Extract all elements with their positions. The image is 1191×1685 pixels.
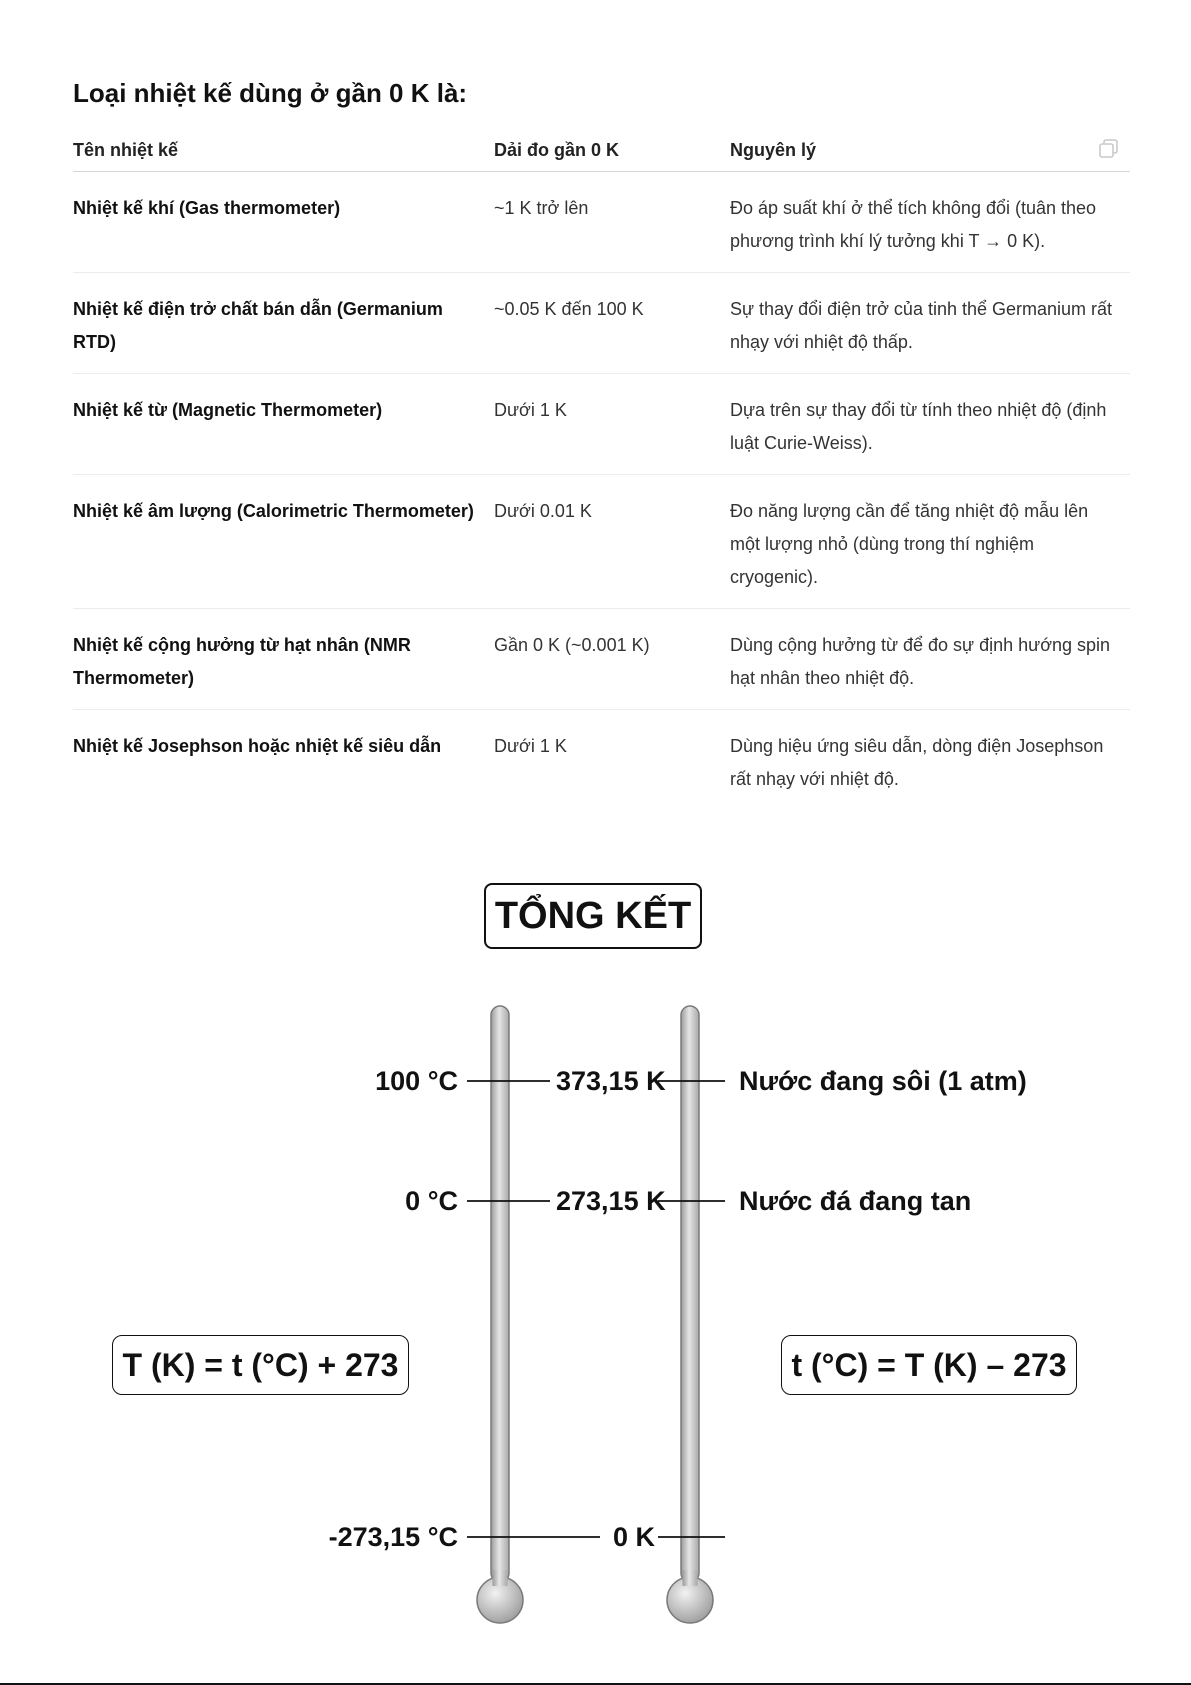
cell-range: Gần 0 K (~0.001 K) <box>494 609 730 710</box>
cell-principle: Đo năng lượng cần để tăng nhiệt độ mẫu lên một lượng nhỏ (dùng trong thí nghiệm cryogenic). <box>730 475 1130 609</box>
celsius-boiling-label: 100 °C <box>375 1066 458 1096</box>
formula-kelvin: T (K) = t (°C) + 273 <box>112 1335 409 1395</box>
cell-name: Nhiệt kế âm lượng (Calorimetric Thermometer) <box>73 475 494 609</box>
cell-range: Dưới 1 K <box>494 736 567 756</box>
boiling-note: Nước đang sôi (1 atm) <box>739 1066 1027 1096</box>
cell-name: Nhiệt kế khí (Gas thermometer) <box>73 172 494 273</box>
cell-range: Dưới 1 K <box>494 374 730 475</box>
cell-principle: Đo áp suất khí ở thể tích không đổi (tuân theo phương trình khí lý tưởng khi T → 0 K). <box>730 172 1130 273</box>
cell-principle: Sự thay đổi điện trở của tinh thể Germanium rất nhạy với nhiệt độ thấp. <box>730 273 1130 374</box>
header-name: Tên nhiệt kế <box>73 132 494 172</box>
celsius-zero-label: -273,15 °C <box>328 1522 458 1552</box>
cell-name: Nhiệt kế Josephson hoặc nhiệt kế siêu dẫn <box>73 736 442 756</box>
summary-title: TỔNG KẾT <box>484 883 702 949</box>
page-heading: Loại nhiệt kế dùng ở gần 0 K là: <box>73 78 468 108</box>
melting-note: Nước đá đang tan <box>739 1186 972 1216</box>
header-range: Dải đo gần 0 K <box>494 132 730 172</box>
formula-celsius: t (°C) = T (K) – 273 <box>781 1335 1077 1395</box>
celsius-thermometer <box>477 1006 523 1623</box>
cell-name: Nhiệt kế từ (Magnetic Thermometer) <box>73 374 494 475</box>
cell-principle: Dùng hiệu ứng siêu dẫn, dòng điện Josephson rất nhạy với nhiệt độ. <box>730 736 1104 789</box>
kelvin-zero-label: 0 K <box>613 1522 656 1552</box>
cell-range: Dưới 0.01 K <box>494 475 730 609</box>
kelvin-thermometer <box>667 1006 713 1623</box>
cell-range: ~0.05 K đến 100 K <box>494 273 730 374</box>
header-principle: Nguyên lý <box>730 132 1130 172</box>
kelvin-melting-label: 273,15 K <box>556 1186 666 1216</box>
cell-principle: Dùng cộng hưởng từ để đo sự định hướng spin hạt nhân theo nhiệt độ. <box>730 609 1130 710</box>
cell-name: Nhiệt kế điện trở chất bán dẫn (Germanium RTD) <box>73 273 494 374</box>
cell-range: ~1 K trở lên <box>494 172 730 273</box>
cell-principle: Dựa trên sự thay đổi từ tính theo nhiệt độ (định luật Curie-Weiss). <box>730 374 1130 475</box>
celsius-melting-label: 0 °C <box>405 1186 458 1216</box>
kelvin-boiling-label: 373,15 K <box>556 1066 666 1096</box>
cell-name: Nhiệt kế cộng hưởng từ hạt nhân (NMR Thermometer) <box>73 609 494 710</box>
